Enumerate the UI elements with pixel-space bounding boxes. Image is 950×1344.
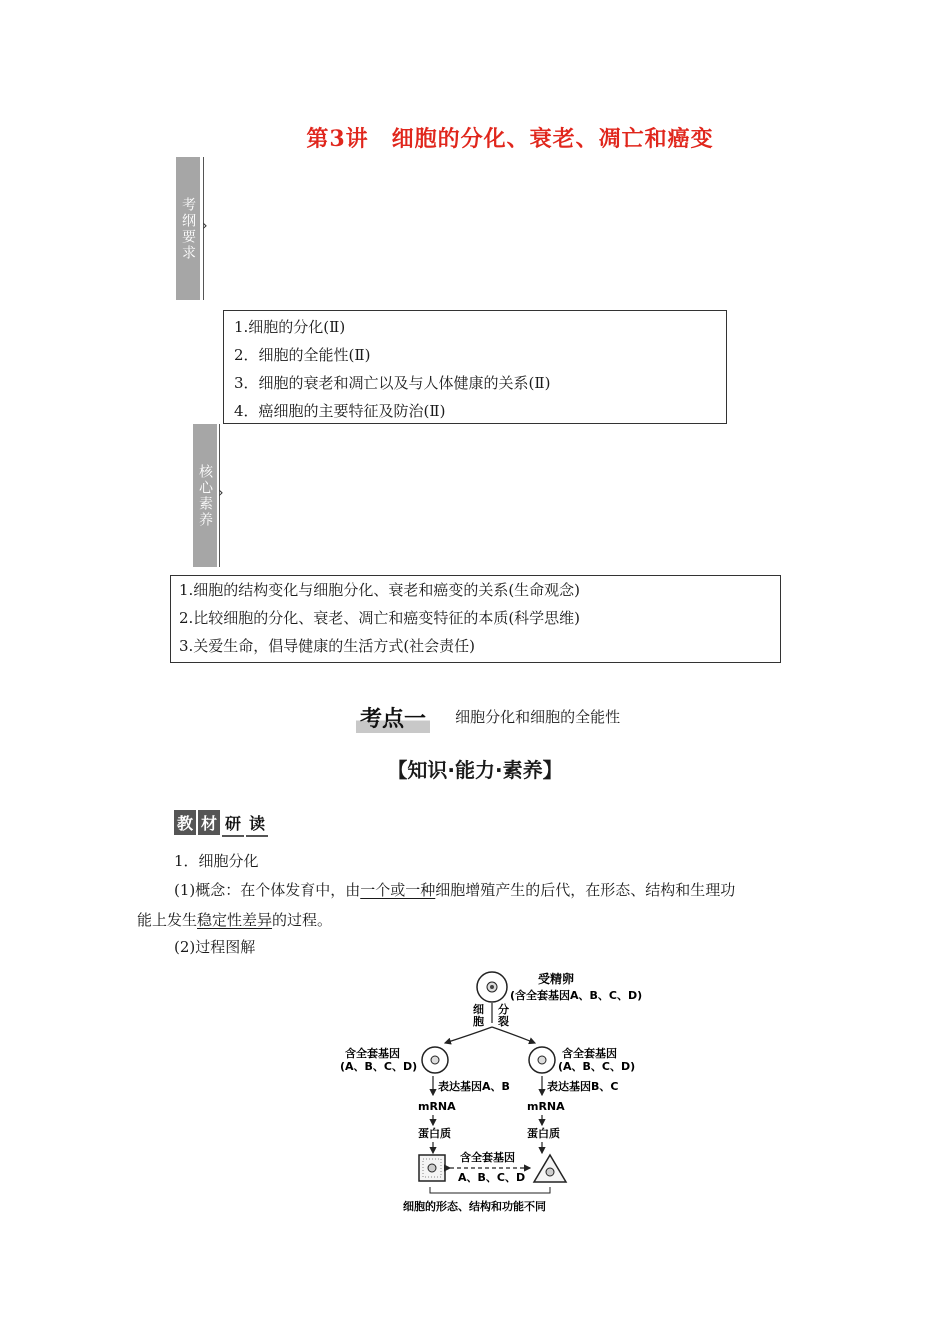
division-label: 胞	[473, 1015, 484, 1028]
literacy-item: 2.比较细胞的分化、衰老、凋亡和癌变特征的本质(科学思维)	[179, 609, 581, 627]
triangle-cell-icon	[534, 1155, 566, 1182]
core-literacy-tab-label: 核心素养	[197, 463, 213, 528]
zygote-label: 受精卵	[538, 972, 575, 986]
right-cell-icon	[529, 1047, 555, 1073]
page-title: 第3讲 细胞的分化、衰老、凋亡和癌变	[306, 126, 714, 152]
left-genes: 含全套基因	[345, 1047, 400, 1060]
section-label: 考点一	[356, 702, 430, 733]
literacy-item: 1.细胞的结构变化与细胞分化、衰老和癌变的关系(生命观念)	[179, 581, 581, 599]
outline-item: 3．细胞的衰老和凋亡以及与人体健康的关系(Ⅱ)	[234, 374, 551, 392]
knowledge-header: 【知识·能力·素养】	[387, 758, 563, 782]
left-genes: (A、B、C、D)	[340, 1060, 418, 1073]
core-literacy-box	[170, 575, 781, 663]
exam-outline-box	[223, 310, 727, 424]
section-header	[356, 702, 620, 733]
tag-char: 教	[174, 810, 196, 835]
concept-underline: 一个或一种	[360, 881, 436, 899]
tag-char: 研	[222, 810, 244, 837]
exam-outline-tab	[176, 157, 200, 300]
division-label: 细	[473, 1003, 484, 1016]
outline-item: 4．癌细胞的主要特征及防治(Ⅱ)	[234, 402, 446, 420]
concept-underline: 稳定性差异	[197, 911, 273, 929]
zygote-cell-icon	[477, 972, 507, 1002]
left-protein: 蛋白质	[418, 1127, 451, 1140]
right-express: 表达基因B、C	[547, 1080, 619, 1093]
left-cell-icon	[422, 1047, 448, 1073]
concept-text: 细胞增殖产生的后代，在形态、结构和生理功	[435, 881, 736, 899]
chevron-right-icon: ›	[218, 485, 224, 501]
tag-char: 读	[246, 810, 268, 837]
division-label: 裂	[498, 1015, 509, 1028]
concept-text: (1)概念：在个体发育中，由	[174, 881, 361, 899]
tag-char: 材	[198, 810, 220, 835]
zygote-genes: (含全套基因A、B、C、D)	[510, 989, 643, 1002]
process-heading: (2)过程图解	[174, 938, 256, 956]
right-genes: 含全套基因	[562, 1047, 617, 1060]
left-express: 表达基因A、B	[438, 1080, 510, 1093]
bottom-genes: A、B、C、D	[458, 1171, 526, 1184]
exam-outline-tab-label: 考纲要求	[180, 196, 196, 261]
section-title: 细胞分化和细胞的全能性	[455, 708, 621, 726]
concept-text: 的过程。	[272, 911, 333, 929]
outline-item: 2．细胞的全能性(Ⅱ)	[234, 346, 371, 364]
literacy-item: 3.关爱生命，倡导健康的生活方式(社会责任)	[179, 637, 476, 655]
chevron-right-icon: ›	[202, 218, 208, 234]
division-label: 分	[498, 1003, 509, 1016]
concept-paragraph	[137, 875, 827, 935]
bottom-genes: 含全套基因	[460, 1151, 515, 1164]
square-cell-icon	[419, 1155, 445, 1181]
right-genes: (A、B、C、D)	[558, 1060, 636, 1073]
differentiation-diagram	[330, 965, 660, 1220]
diagram-caption: 细胞的形态、结构和功能不同	[403, 1200, 546, 1213]
core-literacy-tab	[193, 424, 217, 567]
right-mrna: mRNA	[527, 1100, 565, 1113]
heading-cell-differentiation: 1．细胞分化	[174, 852, 259, 870]
concept-text: 能上发生	[137, 911, 198, 929]
right-protein: 蛋白质	[527, 1127, 560, 1140]
textbook-reading-tag	[174, 810, 270, 837]
left-mrna: mRNA	[418, 1100, 456, 1113]
outline-item: 1.细胞的分化(Ⅱ)	[234, 318, 346, 336]
